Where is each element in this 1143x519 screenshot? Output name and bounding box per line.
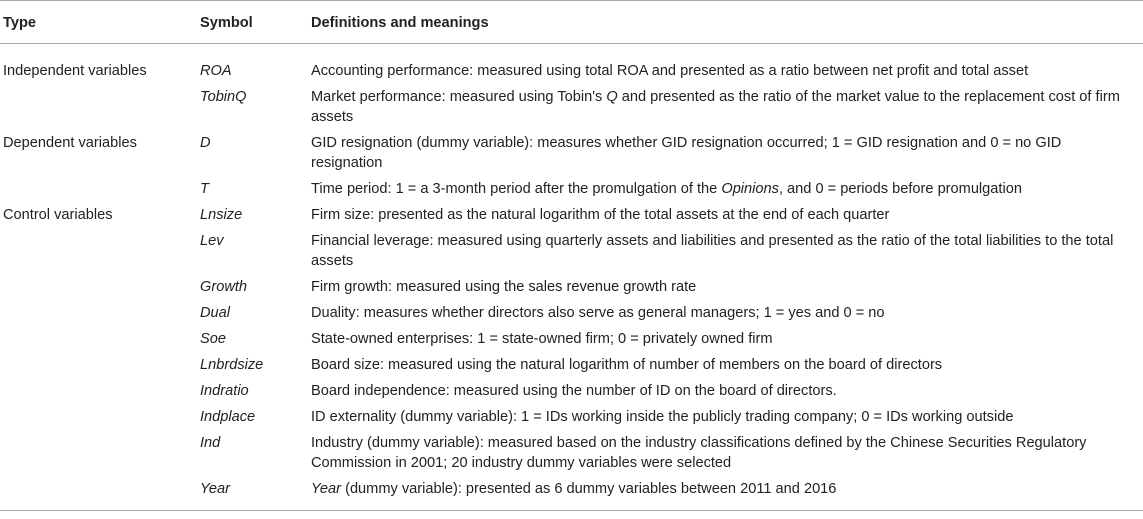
- table-row: [0, 476, 1143, 511]
- table-row: [0, 352, 1143, 378]
- table-row: [0, 378, 1143, 404]
- type-cell: [0, 430, 200, 476]
- definition-cell: GID resignation (dummy variable): measures whether GID resignation occurred; 1 = GID resignation and 0 = no GID resignation: [311, 135, 1062, 171]
- type-cell: [0, 176, 200, 202]
- type-cell: [0, 274, 200, 300]
- header-symbol: Symbol: [200, 1, 311, 44]
- definition-cell: ID externality (dummy variable): 1 = IDs working inside the publicly trading company; 0 = IDs working outside: [311, 409, 1014, 425]
- definition-cell: Financial leverage: measured using quarterly assets and liabilities and presented as the ratio of the total liabilities to the total assets: [311, 233, 1114, 269]
- definition-cell: [311, 84, 1143, 130]
- symbol-cell: Lev: [200, 233, 224, 249]
- table-row: [0, 326, 1143, 352]
- symbol-cell: Lnbrdsize: [200, 357, 264, 373]
- definition-cell: Board size: measured using the natural logarithm of number of members on the board of directors: [311, 357, 943, 373]
- symbol-cell: D: [200, 135, 211, 151]
- type-cell: [0, 404, 200, 430]
- type-cell: [0, 300, 200, 326]
- table-row: [0, 300, 1143, 326]
- definition-text: Time period: 1 = a 3-month period after the promulgation of the: [311, 181, 722, 197]
- table-row: [0, 404, 1143, 430]
- definition-cell: Accounting performance: measured using total ROA and presented as a ratio between net profit and total asset: [311, 63, 1029, 79]
- type-cell: [0, 378, 200, 404]
- definition-cell: State-owned enterprises: 1 = state-owned firm; 0 = privately owned firm: [311, 331, 773, 347]
- definition-cell: [311, 476, 1143, 511]
- symbol-cell: Dual: [200, 305, 231, 321]
- symbol-cell: T: [200, 181, 209, 197]
- symbol-cell: TobinQ: [200, 89, 247, 105]
- type-cell: [0, 84, 200, 130]
- definition-cell: Board independence: measured using the number of ID on the board of directors.: [311, 383, 837, 399]
- symbol-cell: Ind: [200, 435, 221, 451]
- header-definition: Definitions and meanings: [311, 1, 1143, 44]
- definition-emphasis: Year: [311, 481, 342, 497]
- definition-cell: Industry (dummy variable): measured based on the industry classifications defined by the Chinese Securities Regulatory Commission in 2001; 20 industry dummy variables were selected: [311, 435, 1087, 471]
- header-type: Type: [0, 1, 200, 44]
- symbol-cell: ROA: [200, 63, 232, 79]
- symbol-cell: Indratio: [200, 383, 249, 399]
- definition-text: , and 0 = periods before promulgation: [778, 181, 1022, 197]
- type-cell: [0, 228, 200, 274]
- type-cell: Independent variables: [3, 63, 147, 79]
- symbol-cell: Lnsize: [200, 207, 243, 223]
- table-row: [0, 228, 1143, 274]
- table-row: [0, 44, 1143, 85]
- type-cell: [0, 476, 200, 511]
- definition-text: and presented as the ratio of the market value to the replacement cost of firm assets: [311, 89, 1120, 125]
- definition-text: (dummy variable): presented as 6 dummy variables between 2011 and 2016: [341, 481, 837, 497]
- definition-emphasis: Q: [606, 89, 618, 105]
- table-row: [0, 130, 1143, 176]
- type-cell: Control variables: [3, 207, 113, 223]
- definition-emphasis: Opinions: [721, 181, 779, 197]
- symbol-cell: Indplace: [200, 409, 256, 425]
- definition-cell: Firm size: presented as the natural logarithm of the total assets at the end of each quarter: [311, 207, 890, 223]
- symbol-cell: Soe: [200, 331, 226, 347]
- type-cell: Dependent variables: [3, 135, 137, 151]
- table-row: [0, 274, 1143, 300]
- definition-text: Market performance: measured using Tobin's: [311, 89, 607, 105]
- definition-cell: [311, 176, 1143, 202]
- table-row: [0, 202, 1143, 228]
- table-row: [0, 176, 1143, 202]
- table-row: [0, 84, 1143, 130]
- definition-cell: Duality: measures whether directors also serve as general managers; 1 = yes and 0 = no: [311, 305, 885, 321]
- symbol-cell: Year: [200, 476, 311, 511]
- table-row: [0, 430, 1143, 476]
- symbol-cell: Growth: [200, 279, 248, 295]
- definition-cell: Firm growth: measured using the sales revenue growth rate: [311, 279, 697, 295]
- header-row: [0, 1, 1143, 44]
- type-cell: [0, 326, 200, 352]
- type-cell: [0, 352, 200, 378]
